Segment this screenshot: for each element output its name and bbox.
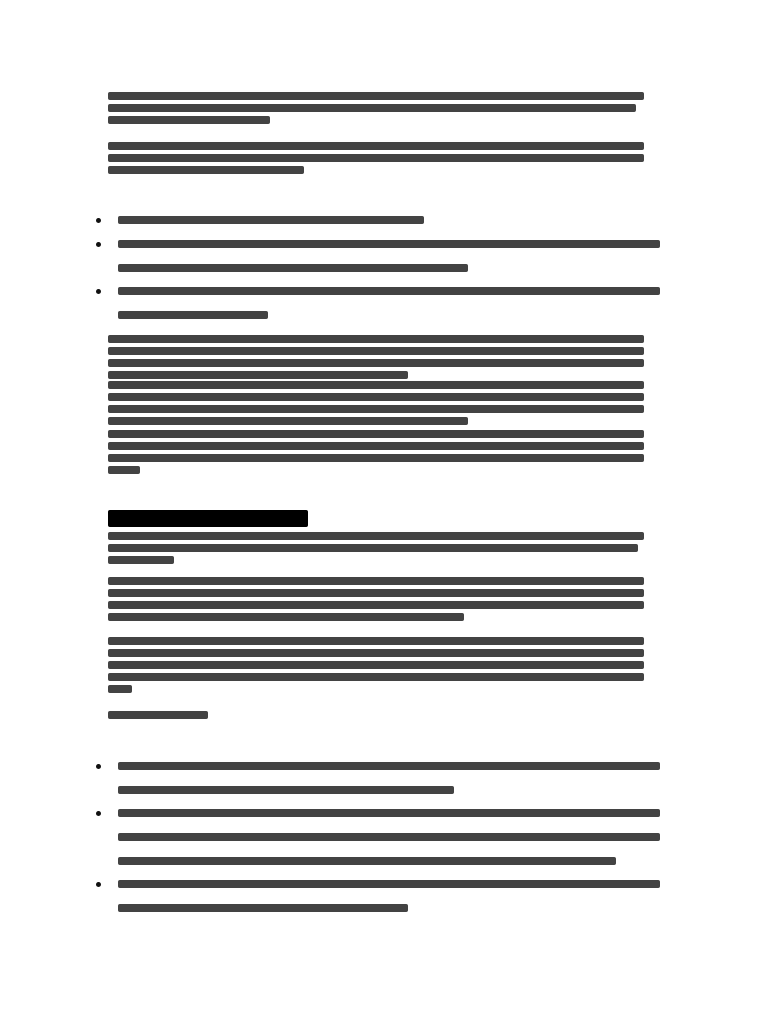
- bullet-icon: [96, 764, 101, 769]
- paragraph: [108, 637, 648, 693]
- list-item-continuation: [118, 311, 268, 319]
- list-item: [118, 287, 660, 295]
- paragraph: [108, 381, 648, 425]
- list-item-continuation: [118, 786, 454, 794]
- list-item-continuation: [118, 857, 616, 865]
- list-item-continuation: [118, 264, 468, 272]
- paragraph: [108, 532, 648, 564]
- bullet-icon: [96, 242, 101, 247]
- list-item: [118, 880, 660, 888]
- bullet-icon: [96, 882, 101, 887]
- bullet-icon: [96, 289, 101, 294]
- list-item: [118, 216, 424, 224]
- list-item: [118, 809, 660, 817]
- list-item-continuation: [118, 833, 660, 841]
- paragraph: [108, 142, 648, 174]
- paragraph: [108, 711, 648, 719]
- list-item: [118, 240, 660, 248]
- paragraph: [108, 335, 648, 379]
- paragraph: [108, 92, 648, 124]
- list-item: [118, 762, 660, 770]
- section-heading: [108, 510, 308, 527]
- paragraph: [108, 577, 648, 621]
- bullet-icon: [96, 218, 101, 223]
- bullet-icon: [96, 811, 101, 816]
- list-item-continuation: [118, 904, 408, 912]
- paragraph: [108, 430, 648, 474]
